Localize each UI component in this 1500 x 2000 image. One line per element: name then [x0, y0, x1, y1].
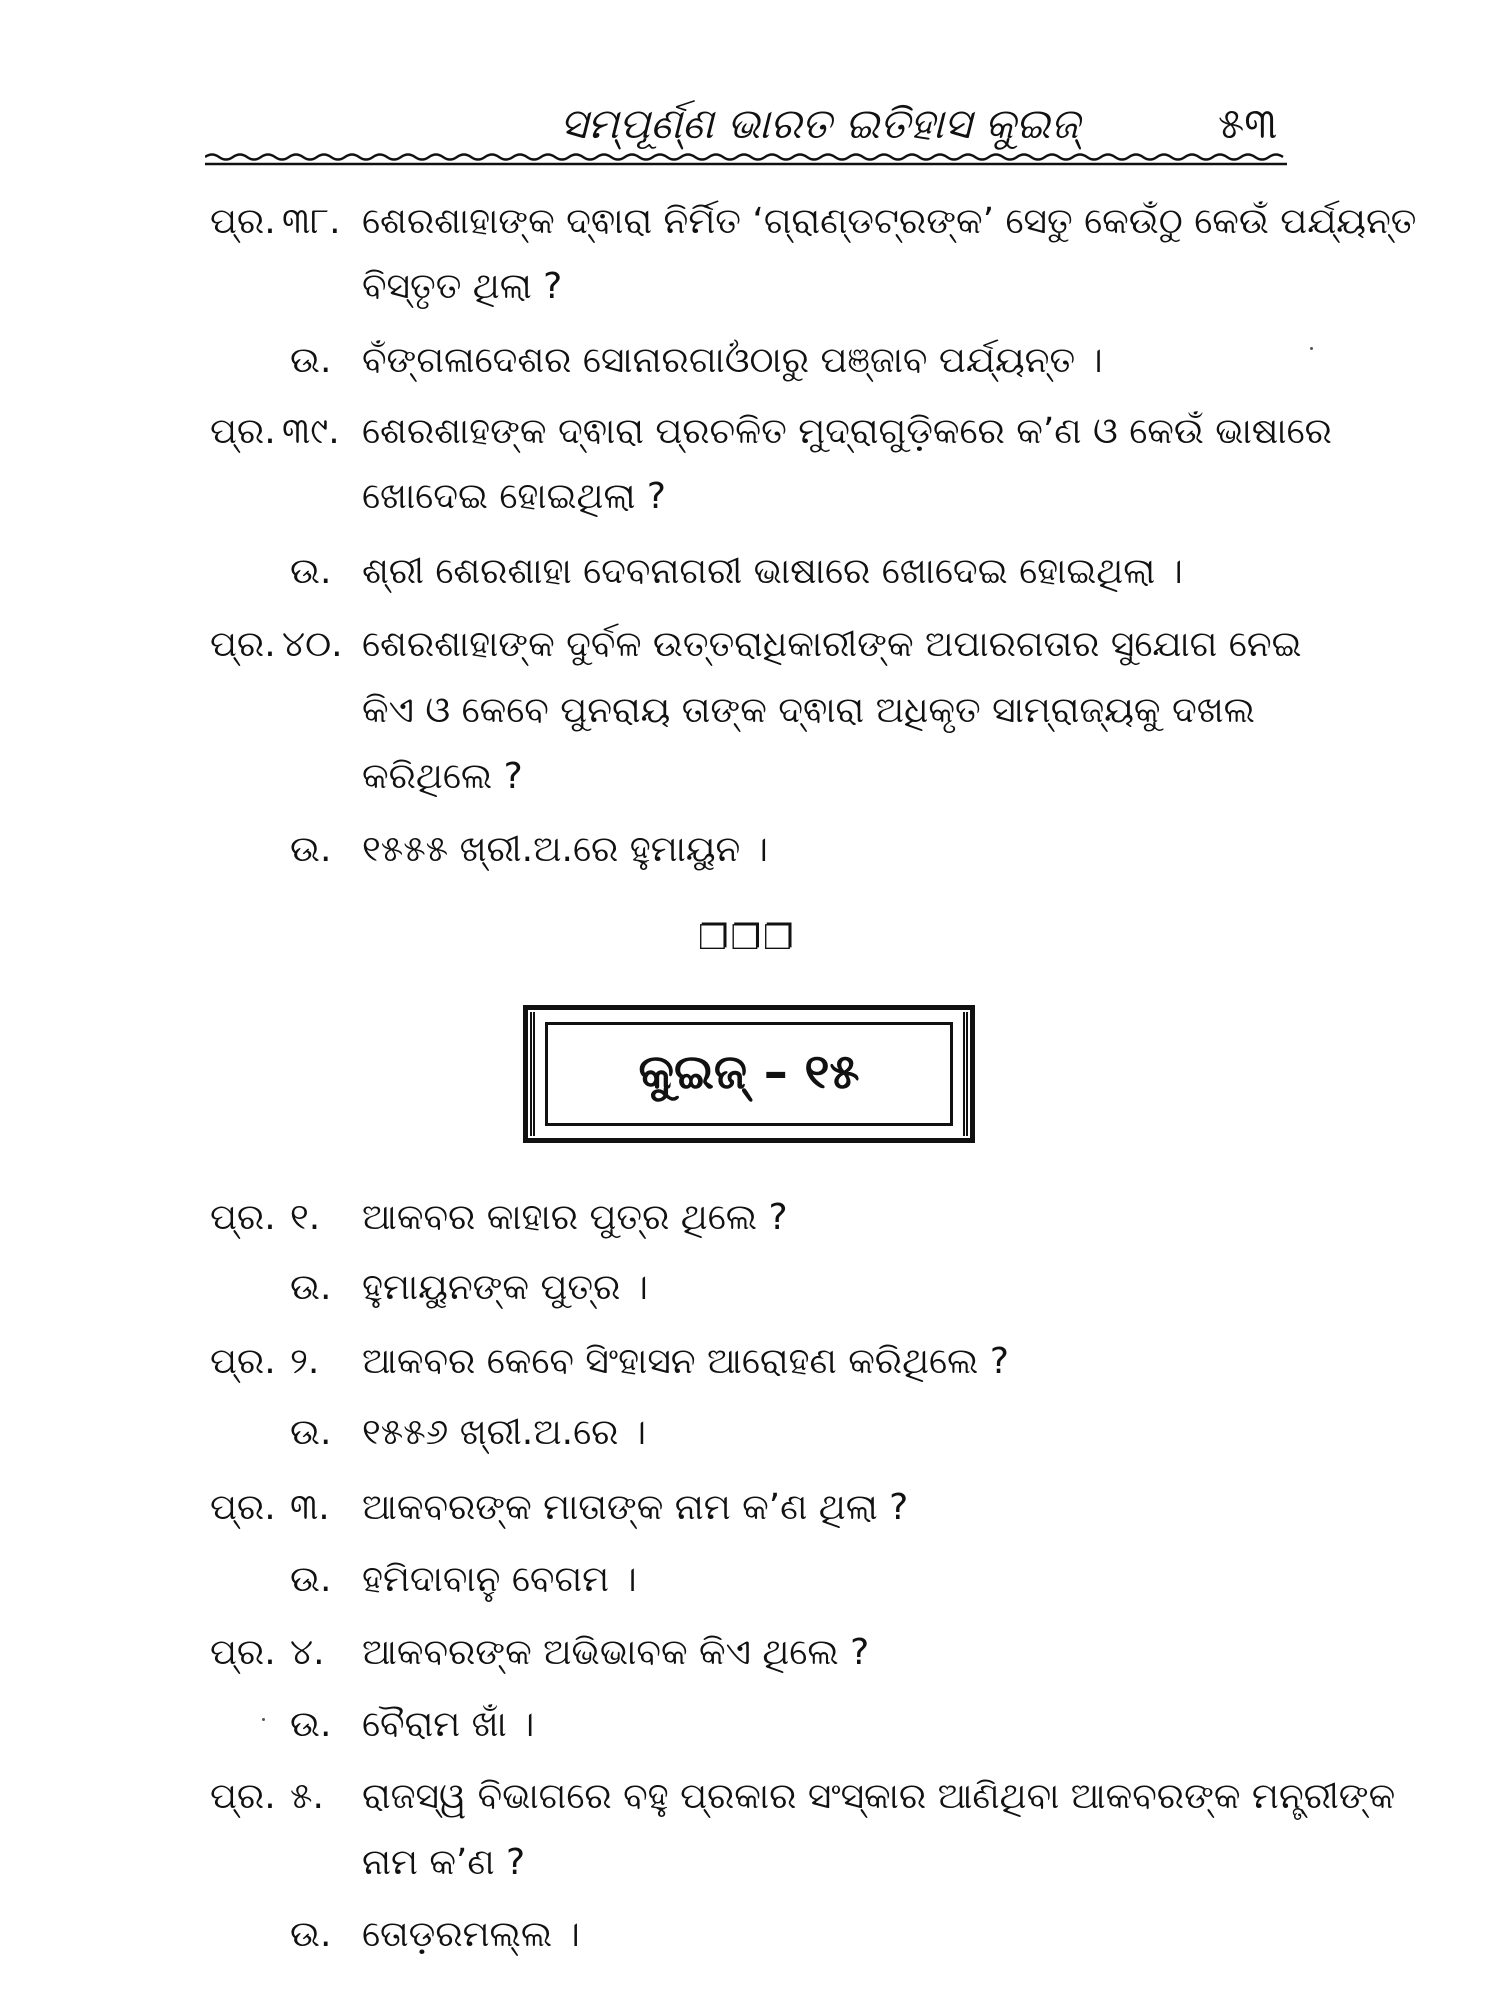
- answer-label: ଉ.: [290, 1704, 332, 1745]
- question-38-continuation: ବିସ୍ତୃତ ଥିଲା ?: [362, 266, 563, 307]
- question-40-continuation-2: କରିଥିଲେ ?: [362, 756, 523, 797]
- question-label: ପ୍ର.: [210, 1487, 276, 1528]
- answer-text: ୧୫୫୫ ଖ୍ରୀ.ଅ.ରେ ହୁମାୟୁନ ।: [362, 829, 768, 870]
- question-label: ପ୍ର.: [210, 1776, 276, 1817]
- answer-label: ଉ.: [290, 551, 332, 592]
- question-number: ୨.: [290, 1341, 320, 1382]
- question-text: ଶେରଶାହଙ୍କ ଦ୍ଵାରା ପ୍ରଚଳିତ ମୁଦ୍ରାଗୁଡ଼ିକରେ କ’ଣ ଓ କେଉଁ ଭାଷାରେ: [362, 411, 1332, 452]
- question-number: ୩.: [290, 1487, 330, 1528]
- header-wavy-rule: [205, 152, 1287, 168]
- answer-text: ୧୫୫୬ ଖ୍ରୀ.ଅ.ରେ ।: [362, 1412, 647, 1453]
- question-label: ପ୍ର.: [210, 411, 276, 452]
- section-end-symbol: ❐❐❐: [698, 918, 796, 958]
- question-text: ରାଜସ୍ୱ ବିଭାଗରେ ବହୁ ପ୍ରକାର ସଂସ୍କାର ଆଣିଥିବା ଆକବରଙ୍କ ମନ୍ତ୍ରୀଙ୍କ: [362, 1776, 1396, 1817]
- question-number: ୩୯.: [282, 411, 340, 452]
- question-text: ଶେରଶାହାଙ୍କ ଦ୍ଵାରା ନିର୍ମିତ ‘ଗ୍ରାଣ୍ଡଟ୍ରଙ୍କ’ ସେତୁ କେଉଁଠୁ କେଉଁ ପର୍ଯ୍ୟନ୍ତ: [362, 201, 1417, 242]
- answer-label: ଉ.: [290, 829, 332, 870]
- answer-label: ଉ.: [290, 1914, 332, 1955]
- question-text: ଶେରଶାହାଙ୍କ ଦୁର୍ବଳ ଉତ୍ତରାଧିକାରୀଙ୍କ ଅପାରଗତାର ସୁଯୋଗ ନେଇ: [362, 624, 1302, 665]
- question-number: ୪୦.: [282, 624, 343, 665]
- answer-text: ବଁଙ୍ଗଳାଦେଶର ସୋନାରଗାଓଁଠାରୁ ପଞ୍ଜାବ ପର୍ଯ୍ୟନ୍ତ ।: [362, 340, 1103, 381]
- frame-ornament-left: [530, 1012, 535, 1136]
- question-number: ୩୮.: [282, 201, 341, 242]
- question-number: ୫.: [290, 1776, 324, 1817]
- answer-text: ହୁମାୟୁନଙ୍କ ପୁତ୍ର ।: [362, 1267, 649, 1308]
- question-40-continuation: କିଏ ଓ କେବେ ପୁନରାୟ ତାଙ୍କ ଦ୍ଵାରା ଅଧିକୃତ ସାମ୍ରାଜ୍ୟକୁ ଦଖଲ: [362, 690, 1255, 731]
- answer-label: ଉ.: [290, 1559, 332, 1600]
- question-label: ପ୍ର.: [210, 1341, 276, 1382]
- question-label: ପ୍ର.: [210, 1197, 276, 1238]
- question-label: ପ୍ର.: [210, 624, 276, 665]
- answer-text: ଶ୍ରୀ ଶେରଶାହା ଦେବନାଗରୀ ଭାଷାରେ ଖୋଦେଇ ହୋଇଥିଲା ।: [362, 551, 1183, 592]
- question-text: ଆକବର କାହାର ପୁତ୍ର ଥିଲେ ?: [362, 1197, 788, 1238]
- answer-label: ଉ.: [290, 1267, 332, 1308]
- question-number: ୪.: [290, 1632, 325, 1673]
- scan-speck: [262, 1718, 265, 1721]
- question-text: ଆକବରଙ୍କ ଅଭିଭାବକ କିଏ ଥିଲେ ?: [362, 1632, 870, 1673]
- question-text: ଆକବରଙ୍କ ମାତାଙ୍କ ନାମ କ’ଣ ଥିଲା ?: [362, 1487, 909, 1528]
- page-number: ୫୩: [1218, 99, 1278, 148]
- answer-text: ତୋଡ଼ରମଲ୍ଲ ।: [362, 1914, 580, 1955]
- quiz-question-5-continuation: ନାମ କ’ଣ ?: [362, 1842, 526, 1883]
- question-label: ପ୍ର.: [210, 201, 276, 242]
- quiz-heading: କୁଇଜ୍ – ୧୫: [638, 1044, 860, 1100]
- answer-label: ଉ.: [290, 1412, 332, 1453]
- scan-speck: [1310, 347, 1313, 350]
- answer-text: ହମିଦାବାନୁ ବେଗମ ।: [362, 1559, 637, 1600]
- frame-ornament-right: [963, 1012, 968, 1136]
- answer-label: ଉ.: [290, 340, 332, 381]
- question-label: ପ୍ର.: [210, 1632, 276, 1673]
- question-number: ୧.: [290, 1197, 321, 1238]
- answer-text: ବୈରାମ ଖାଁ ।: [362, 1704, 535, 1745]
- question-39-continuation: ଖୋଦେଇ ହୋଇଥିଲା ?: [362, 476, 667, 517]
- running-title: ସମ୍ପୂର୍ଣ୍ଣ ଭାରତ ଇତିହାସ କୁଇଜ୍: [560, 99, 1080, 148]
- question-text: ଆକବର କେବେ ସିଂହାସନ ଆରୋହଣ କରିଥିଲେ ?: [362, 1341, 1009, 1382]
